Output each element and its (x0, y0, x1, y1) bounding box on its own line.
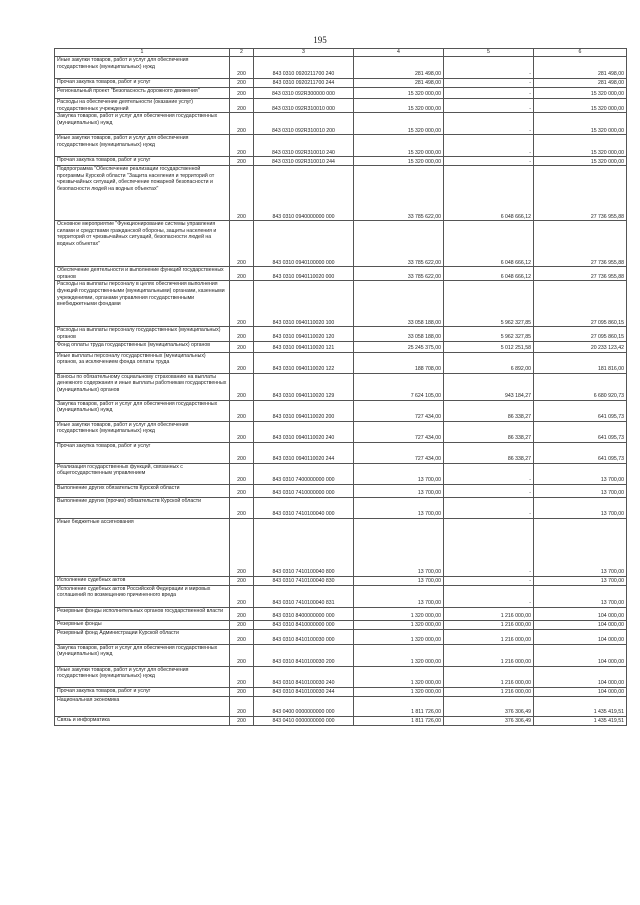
row-remaining: 181 816,00 (534, 352, 627, 373)
row-remaining: 104 000,00 (534, 687, 627, 696)
row-budget-code: 843 0310 0940100000 000 (254, 221, 354, 267)
row-budget-code: 843 0310 8410100030 000 (254, 629, 354, 644)
row-approved: 13 700,00 (354, 497, 444, 518)
row-budget-code: 843 0400 0000000000 000 (254, 696, 354, 716)
row-budget-code: 843 0310 8410100030 244 (254, 687, 354, 696)
row-budget-code: 843 0310 7410100040 831 (254, 585, 354, 607)
row-line-code: 200 (230, 400, 254, 421)
table-row (55, 484, 627, 497)
row-approved: 281 498,00 (354, 79, 444, 88)
row-remaining: 27 095 860,15 (534, 327, 627, 341)
row-budget-code: 843 0310 0940110020 120 (254, 327, 354, 341)
table-row (55, 629, 627, 644)
row-name: Резервные фонды (55, 620, 230, 629)
row-budget-code: 843 0310 8410000000 000 (254, 620, 354, 629)
row-budget-code: 843 0310 0940110020 129 (254, 373, 354, 400)
row-remaining: 15 320 000,00 (534, 99, 627, 113)
table-row (55, 696, 627, 716)
row-budget-code: 843 0310 7410100040 800 (254, 518, 354, 576)
row-line-code: 200 (230, 166, 254, 221)
row-budget-code: 843 0310 0940110020 100 (254, 281, 354, 327)
row-executed: - (444, 57, 534, 79)
row-budget-code: 843 0310 0920211700 240 (254, 57, 354, 79)
table-row (55, 576, 627, 585)
row-budget-code: 843 0310 0940110020 000 (254, 267, 354, 281)
row-line-code: 200 (230, 629, 254, 644)
row-line-code: 200 (230, 484, 254, 497)
budget-execution-table (54, 48, 627, 726)
row-remaining: 27 736 955,88 (534, 166, 627, 221)
row-approved: 13 700,00 (354, 576, 444, 585)
row-executed: 943 184,27 (444, 373, 534, 400)
table-row (55, 79, 627, 88)
row-executed: 86 338,27 (444, 400, 534, 421)
row-line-code: 200 (230, 99, 254, 113)
table-row (55, 687, 627, 696)
column-header-2: 2 (230, 49, 254, 57)
column-header-1: 1 (55, 49, 230, 57)
table-row (55, 166, 627, 221)
row-line-code: 200 (230, 373, 254, 400)
table-row (55, 352, 627, 373)
row-executed: - (444, 585, 534, 607)
row-line-code: 200 (230, 341, 254, 352)
row-budget-code: 843 0310 092R310010 000 (254, 99, 354, 113)
row-line-code: 200 (230, 135, 254, 157)
row-line-code: 200 (230, 113, 254, 135)
table-row (55, 666, 627, 687)
row-name: Связь и информатика (55, 716, 230, 725)
table-row (55, 585, 627, 607)
row-budget-code: 843 0310 0920211700 244 (254, 79, 354, 88)
table-row (55, 442, 627, 463)
row-line-code: 200 (230, 421, 254, 442)
row-name: Обеспечение деятельности и выполнение функций государственных органов (55, 267, 230, 281)
row-approved: 15 320 000,00 (354, 157, 444, 166)
row-approved: 727 434,00 (354, 442, 444, 463)
row-name: Реализация государственных функций, связанных с общегосударственным управлением (55, 463, 230, 484)
row-executed: 86 338,27 (444, 442, 534, 463)
row-executed: - (444, 484, 534, 497)
row-executed: 6 048 666,12 (444, 166, 534, 221)
row-executed: 1 216 000,00 (444, 644, 534, 666)
row-budget-code: 843 0310 0940000000 000 (254, 166, 354, 221)
row-approved: 727 434,00 (354, 421, 444, 442)
table-row (55, 221, 627, 267)
row-name: Национальная экономика (55, 696, 230, 716)
row-line-code: 200 (230, 644, 254, 666)
row-line-code: 200 (230, 666, 254, 687)
row-executed: - (444, 497, 534, 518)
row-approved: 13 700,00 (354, 484, 444, 497)
row-name: Иные закупки товаров, работ и услуг для обеспечения государственных (муниципальных) нужд (55, 57, 230, 79)
page-number: 195 (313, 35, 327, 45)
row-line-code: 200 (230, 281, 254, 327)
row-approved: 25 245 375,00 (354, 341, 444, 352)
row-name: Расходы на выплаты персоналу в целях обеспечения выполнения функций государственными (муниципальными) органами, казенными учреждениями, органами управления государственными внебюджетными фондами (55, 281, 230, 327)
row-name: Основное мероприятие "Функционирование системы управления силами и средствами гражданской обороны, защиты населения и территорий от чрезвычайных ситуаций, безопасности людей на водных объектах" (55, 221, 230, 267)
row-remaining: 104 000,00 (534, 644, 627, 666)
table-row (55, 327, 627, 341)
row-remaining: 641 095,73 (534, 400, 627, 421)
row-line-code: 200 (230, 576, 254, 585)
row-executed: 1 216 000,00 (444, 607, 534, 620)
row-line-code: 200 (230, 157, 254, 166)
row-budget-code: 843 0310 0940110020 122 (254, 352, 354, 373)
row-name: Взносы по обязательному социальному страхованию на выплаты денежного содержания и иные выплаты работникам государственных (муниципальных) органов (55, 373, 230, 400)
row-remaining: 641 095,73 (534, 421, 627, 442)
row-line-code: 200 (230, 716, 254, 725)
row-approved: 7 624 105,00 (354, 373, 444, 400)
table-row (55, 157, 627, 166)
row-executed: - (444, 135, 534, 157)
row-budget-code: 843 0310 0940110020 121 (254, 341, 354, 352)
row-approved: 188 708,00 (354, 352, 444, 373)
row-name: Иные закупки товаров, работ и услуг для обеспечения государственных (муниципальных) нужд (55, 666, 230, 687)
row-name: Прочая закупка товаров, работ и услуг (55, 79, 230, 88)
table-row (55, 463, 627, 484)
row-approved: 33 785 622,00 (354, 267, 444, 281)
row-name: Прочая закупка товаров, работ и услуг (55, 687, 230, 696)
row-approved: 33 058 188,00 (354, 281, 444, 327)
row-remaining: 15 320 000,00 (534, 113, 627, 135)
row-name: Фонд оплаты труда государственных (муниципальных) органов (55, 341, 230, 352)
row-line-code: 200 (230, 88, 254, 99)
table-row (55, 57, 627, 79)
row-budget-code: 843 0310 7410000000 000 (254, 484, 354, 497)
row-name: Закупка товаров, работ и услуг для обеспечения государственных (муниципальных) нужд (55, 644, 230, 666)
table-row (55, 620, 627, 629)
table-row (55, 644, 627, 666)
row-name: Исполнение судебных актов (55, 576, 230, 585)
column-header-4: 4 (354, 49, 444, 57)
row-executed: - (444, 518, 534, 576)
table-row (55, 113, 627, 135)
row-executed: 1 216 000,00 (444, 629, 534, 644)
table-row (55, 281, 627, 327)
row-budget-code: 843 0310 0940110020 244 (254, 442, 354, 463)
table-row (55, 373, 627, 400)
row-remaining: 13 700,00 (534, 463, 627, 484)
row-name: Подпрограмма "Обеспечение реализации государственной программы Курской области "Защита населения и территорий от чрезвычайных ситуаций, обеспечение пожарной безопасности и безопасности людей на водных объектах" (55, 166, 230, 221)
table-row (55, 135, 627, 157)
row-name: Иные закупки товаров, работ и услуг для обеспечения государственных (муниципальных) нужд (55, 135, 230, 157)
row-approved: 1 320 000,00 (354, 687, 444, 696)
row-approved: 13 700,00 (354, 518, 444, 576)
row-approved: 33 785 622,00 (354, 166, 444, 221)
row-executed: - (444, 157, 534, 166)
row-name: Резервные фонды исполнительных органов государственной власти (55, 607, 230, 620)
row-executed: 6 892,00 (444, 352, 534, 373)
row-remaining: 13 700,00 (534, 497, 627, 518)
row-approved: 1 320 000,00 (354, 620, 444, 629)
row-remaining: 281 498,00 (534, 79, 627, 88)
row-remaining: 15 320 000,00 (534, 88, 627, 99)
row-remaining: 13 700,00 (534, 576, 627, 585)
row-line-code: 200 (230, 607, 254, 620)
row-remaining: 13 700,00 (534, 518, 627, 576)
row-budget-code: 843 0310 7410100040 000 (254, 497, 354, 518)
row-name: Выполнение других (прочих) обязательств Курской области (55, 497, 230, 518)
row-budget-code: 843 0310 0940110020 200 (254, 400, 354, 421)
row-remaining: 281 498,00 (534, 57, 627, 79)
row-line-code: 200 (230, 442, 254, 463)
row-approved: 1 320 000,00 (354, 607, 444, 620)
row-name: Исполнение судебных актов Российской Федерации и мировых соглашений по возмещению причиненного вреда (55, 585, 230, 607)
row-executed: 5 962 327,85 (444, 327, 534, 341)
row-approved: 1 320 000,00 (354, 666, 444, 687)
row-remaining: 1 435 419,51 (534, 696, 627, 716)
row-approved: 727 434,00 (354, 400, 444, 421)
row-remaining: 27 736 955,88 (534, 221, 627, 267)
row-name: Иные закупки товаров, работ и услуг для обеспечения государственных (муниципальных) нужд (55, 421, 230, 442)
row-line-code: 200 (230, 463, 254, 484)
column-number-row (55, 49, 627, 57)
table-row (55, 518, 627, 576)
row-budget-code: 843 0310 092R310010 240 (254, 135, 354, 157)
row-remaining: 15 320 000,00 (534, 157, 627, 166)
row-remaining: 13 700,00 (534, 585, 627, 607)
row-remaining: 27 736 955,88 (534, 267, 627, 281)
row-executed: - (444, 88, 534, 99)
row-name: Прочая закупка товаров, работ и услуг (55, 442, 230, 463)
row-approved: 33 058 188,00 (354, 327, 444, 341)
row-name: Иные бюджетные ассигнования (55, 518, 230, 576)
row-name: Иные выплаты персоналу государственных (муниципальных) органов, за исключением фонда оплаты труда (55, 352, 230, 373)
row-approved: 15 320 000,00 (354, 135, 444, 157)
row-executed: 1 216 000,00 (444, 687, 534, 696)
row-approved: 13 700,00 (354, 463, 444, 484)
row-name: Прочая закупка товаров, работ и услуг (55, 157, 230, 166)
row-approved: 13 700,00 (354, 585, 444, 607)
row-remaining: 27 095 860,15 (534, 281, 627, 327)
row-budget-code: 843 0310 0940110020 240 (254, 421, 354, 442)
row-remaining: 1 435 419,51 (534, 716, 627, 725)
row-name: Региональный проект "Безопасность дорожного движения" (55, 88, 230, 99)
row-approved: 15 320 000,00 (354, 88, 444, 99)
row-budget-code: 843 0310 7400000000 000 (254, 463, 354, 484)
row-remaining: 13 700,00 (534, 484, 627, 497)
column-header-5: 5 (444, 49, 534, 57)
row-executed: - (444, 576, 534, 585)
row-remaining: 104 000,00 (534, 620, 627, 629)
row-remaining: 15 320 000,00 (534, 135, 627, 157)
row-line-code: 200 (230, 57, 254, 79)
row-name: Выполнение других обязательств Курской области (55, 484, 230, 497)
row-approved: 1 320 000,00 (354, 629, 444, 644)
row-remaining: 641 095,73 (534, 442, 627, 463)
column-header-3: 3 (254, 49, 354, 57)
row-budget-code: 843 0310 8400000000 000 (254, 607, 354, 620)
row-remaining: 104 000,00 (534, 629, 627, 644)
row-line-code: 200 (230, 79, 254, 88)
row-executed: - (444, 463, 534, 484)
row-line-code: 200 (230, 518, 254, 576)
row-executed: 5 962 327,85 (444, 281, 534, 327)
row-executed: - (444, 113, 534, 135)
row-executed: - (444, 79, 534, 88)
row-line-code: 200 (230, 620, 254, 629)
row-name: Расходы на обеспечение деятельности (оказание услуг) государственных учреждений (55, 99, 230, 113)
table-row (55, 607, 627, 620)
row-approved: 15 320 000,00 (354, 99, 444, 113)
row-line-code: 200 (230, 585, 254, 607)
row-remaining: 20 233 123,42 (534, 341, 627, 352)
row-budget-code: 843 0310 092R310010 200 (254, 113, 354, 135)
row-executed: 6 048 666,12 (444, 221, 534, 267)
row-approved: 33 785 622,00 (354, 221, 444, 267)
table-row (55, 99, 627, 113)
row-line-code: 200 (230, 327, 254, 341)
row-approved: 1 811 726,00 (354, 696, 444, 716)
row-line-code: 200 (230, 696, 254, 716)
row-executed: 1 216 000,00 (444, 666, 534, 687)
row-budget-code: 843 0310 8410100030 240 (254, 666, 354, 687)
row-line-code: 200 (230, 687, 254, 696)
row-executed: 5 012 251,58 (444, 341, 534, 352)
row-remaining: 6 680 920,73 (534, 373, 627, 400)
row-name: Резервный фонд Администрации Курской области (55, 629, 230, 644)
row-executed: 6 048 666,12 (444, 267, 534, 281)
table-row (55, 400, 627, 421)
row-executed: 376 306,49 (444, 696, 534, 716)
row-executed: 86 338,27 (444, 421, 534, 442)
row-remaining: 104 000,00 (534, 666, 627, 687)
row-executed: 1 216 000,00 (444, 620, 534, 629)
row-line-code: 200 (230, 221, 254, 267)
row-executed: 376 306,49 (444, 716, 534, 725)
row-name: Закупка товаров, работ и услуг для обеспечения государственных (муниципальных) нужд (55, 113, 230, 135)
table-row (55, 88, 627, 99)
row-budget-code: 843 0410 0000000000 000 (254, 716, 354, 725)
row-approved: 281 498,00 (354, 57, 444, 79)
row-line-code: 200 (230, 497, 254, 518)
row-line-code: 200 (230, 352, 254, 373)
row-approved: 1 811 726,00 (354, 716, 444, 725)
table-row (55, 421, 627, 442)
table-row (55, 267, 627, 281)
table-row (55, 716, 627, 725)
row-budget-code: 843 0310 8410100030 200 (254, 644, 354, 666)
row-name: Закупка товаров, работ и услуг для обеспечения государственных (муниципальных) нужд (55, 400, 230, 421)
row-line-code: 200 (230, 267, 254, 281)
row-executed: - (444, 99, 534, 113)
table-row (55, 341, 627, 352)
row-budget-code: 843 0310 092R300000 000 (254, 88, 354, 99)
row-budget-code: 843 0310 092R310010 244 (254, 157, 354, 166)
table-row (55, 497, 627, 518)
row-approved: 15 320 000,00 (354, 113, 444, 135)
row-name: Расходы на выплаты персоналу государственных (муниципальных) органов (55, 327, 230, 341)
row-budget-code: 843 0310 7410100040 830 (254, 576, 354, 585)
row-approved: 1 320 000,00 (354, 644, 444, 666)
column-header-6: 6 (534, 49, 627, 57)
row-remaining: 104 000,00 (534, 607, 627, 620)
